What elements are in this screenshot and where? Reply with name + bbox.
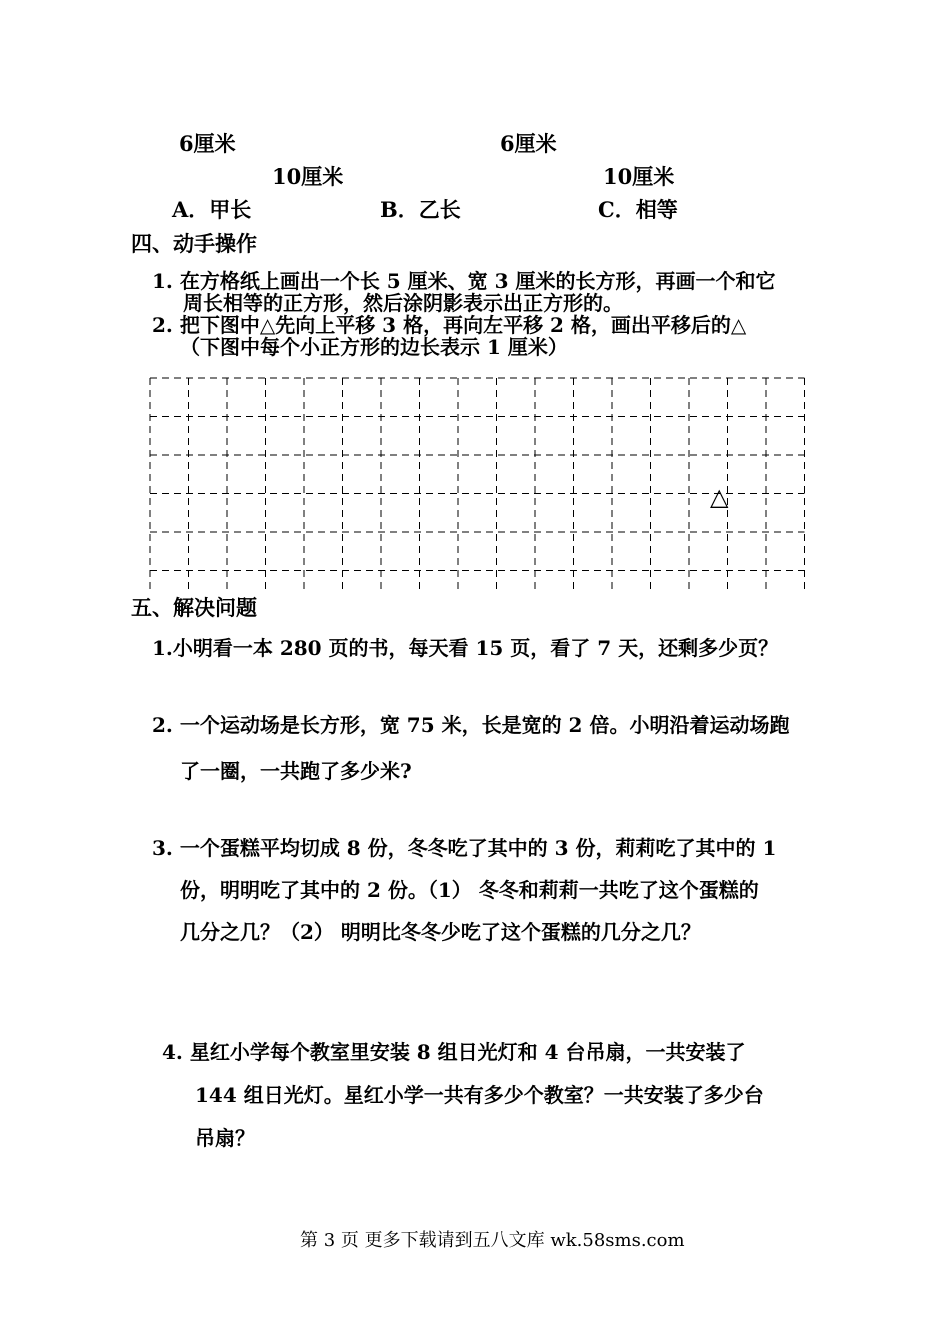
problem-4-line1: 4. 星红小学每个教室里安装 8 组日光灯和 4 台吊扇，一共安装了 bbox=[162, 1040, 746, 1064]
choice-a: A．甲长 bbox=[172, 197, 252, 222]
page-footer: 第 3 页 更多下载请到五八文库 wk.58sms.com bbox=[300, 1230, 685, 1251]
section-4-heading: 四、动手操作 bbox=[131, 231, 257, 256]
section-4-q2-line2: （下图中每个小正方形的边长表示 1 厘米） bbox=[180, 335, 568, 359]
problem-2-line1: 2. 一个运动场是长方形，宽 75 米，长是宽的 2 倍。小明沿着运动场跑 bbox=[152, 713, 790, 737]
section-4-q2-line1: 2. 把下图中△先向上平移 3 格，再向左平移 2 格，画出平移后的△ bbox=[152, 313, 747, 337]
problem-4-line3: 吊扇？ bbox=[195, 1126, 255, 1150]
problem-3-line1: 3. 一个蛋糕平均切成 8 份，冬冬吃了其中的 3 份，莉莉吃了其中的 1 bbox=[152, 836, 777, 860]
choice-b: B．乙长 bbox=[380, 197, 461, 222]
section-4-q1-line1: 1. 在方格纸上画出一个长 5 厘米、宽 3 厘米的长方形，再画一个和它 bbox=[152, 269, 776, 293]
problem-4-line2: 144 组日光灯。星红小学一共有多少个教室？一共安装了多少台 bbox=[195, 1083, 764, 1107]
section-4-q1-line2: 周长相等的正方形，然后涂阴影表示出正方形的。 bbox=[183, 291, 623, 315]
problem-2-line2: 了一圈，一共跑了多少米? bbox=[180, 759, 412, 783]
left-figure-length-label: 10厘米 bbox=[272, 164, 344, 189]
choice-c: C．相等 bbox=[598, 197, 678, 222]
right-figure-width-label: 6厘米 bbox=[500, 131, 557, 156]
problem-3-line3: 几分之几？（2） 明明比冬冬少吃了这个蛋糕的几分之几？ bbox=[180, 920, 701, 944]
right-figure-length-label: 10厘米 bbox=[603, 164, 675, 189]
left-figure-width-label: 6厘米 bbox=[179, 131, 236, 156]
triangle-shape: △ bbox=[710, 483, 729, 511]
dashed-grid-paper bbox=[148, 376, 808, 594]
problem-1: 1.小明看一本 280 页的书，每天看 15 页，看了 7 天，还剩多少页？ bbox=[152, 636, 779, 660]
problem-3-line2: 份，明明吃了其中的 2 份。（1） 冬冬和莉莉一共吃了这个蛋糕的 bbox=[180, 878, 759, 902]
section-5-heading: 五、解决问题 bbox=[131, 595, 257, 620]
